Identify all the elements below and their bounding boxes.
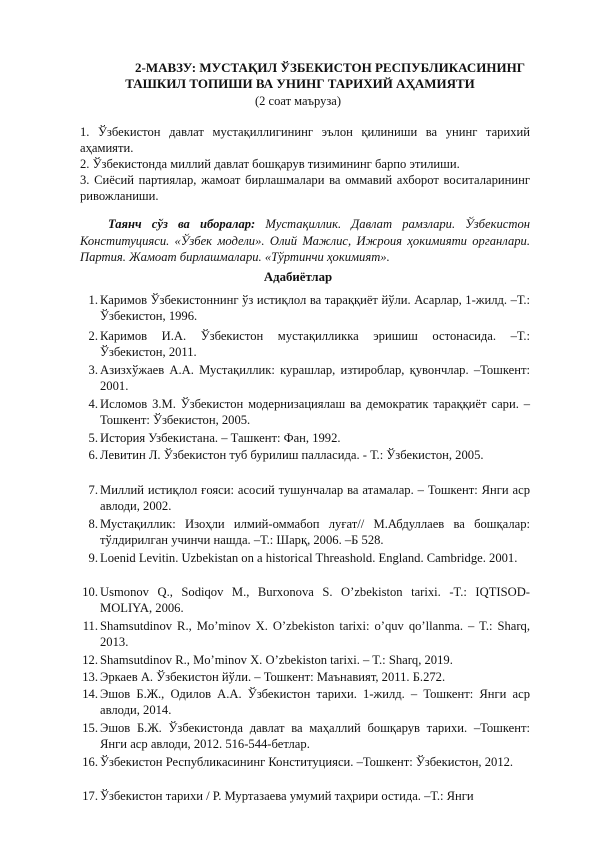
reference-text: Левитин Л. Ўзбекистон туб бурилиш палласида. - Т.: Ўзбекистон, 2005. (100, 448, 484, 462)
reference-text: Мустақиллик: Изоҳли илмий-оммабоп луғат// М.Абдуллаев ва бошқалар: тўлдирилган учинчи нашда. –Т.: Шарқ, 2006. –Б 528. (100, 517, 530, 547)
reference-text: Loenid Levitin. Uzbekistan on a historical Threashold. England. Cambridge. 2001. (100, 551, 518, 565)
reference-text: Ўзбекистон Республикасининг Конституцияси. –Тошкент: Ўзбекистон, 2012. (100, 755, 514, 769)
topic-title-line-1: 2-МАВЗУ: МУСТАҚИЛ ЎЗБЕКИСТОН РЕСПУБЛИКАСИНИНГ (135, 60, 525, 75)
plan-item-2: 2. Ўзбекистонда миллий давлат бошқарув тизимининг барпо этилиши. (80, 157, 460, 171)
keywords-label: Таянч сўз ва иборалар: (108, 217, 256, 231)
plan-item-3: 3. Сиёсий партиялар, жамоат бирлашмалари ва оммавий ахборот воситаларининг ривожланиши. (80, 173, 530, 203)
reference-item (88, 328, 530, 360)
reference-item (88, 447, 530, 463)
keywords-paragraph (80, 216, 530, 266)
reference-item (82, 584, 530, 616)
reference-number: 13. (82, 670, 98, 684)
reference-text: Usmonov Q., Sodiqov M., Burxonova S. O’zbekiston tarixi. -T.: IQTISOD-MOLIYA, 2006. (100, 585, 530, 615)
reference-number: 7. (88, 483, 98, 497)
reference-item (82, 788, 530, 804)
reference-number: 10. (82, 585, 98, 599)
reference-item (82, 686, 530, 718)
reference-number: 17. (82, 789, 98, 803)
reference-item (88, 482, 530, 514)
reference-number: 14. (82, 687, 98, 701)
reference-text: Каримов И.А. Ўзбекистон мустақилликка эришиш остонасида. –Т.: Ўзбекистон, 2011. (100, 329, 530, 359)
reference-number: 6. (88, 448, 98, 462)
references-heading: Адабиётлар (263, 270, 333, 284)
reference-number: 11. (82, 619, 98, 633)
reference-text: Shamsutdinov R., Mo’minov X. O’zbekiston tarixi: o’quv qo’llanma. – T.: Sharq, 2013. (100, 619, 530, 649)
reference-item (82, 652, 530, 668)
reference-number: 3. (88, 363, 98, 377)
reference-item (88, 292, 530, 324)
reference-text: Эшов Б.Ж., Одилов А.А. Ўзбекистон тарихи. 1-жилд. – Тошкент: Янги аср авлоди, 2014. (100, 687, 530, 717)
reference-number: 2. (88, 329, 98, 343)
reference-text: Исломов З.М. Ўзбекистон модернизациялаш ва демократик тараққиёт сари. – Тошкент: Ўзбекистон, 2005. (100, 397, 530, 427)
plan-item-1: 1. Ўзбекистон давлат мустақиллигининг эълон қилиниши ва унинг тарихий аҳамияти. (80, 125, 530, 155)
reference-number: 9. (88, 551, 98, 565)
reference-item (82, 754, 530, 770)
reference-number: 5. (88, 431, 98, 445)
reference-number: 8. (88, 517, 98, 531)
keywords-text: Мустақиллик. Давлат рамзлари. Ўзбекистон Конституцияси. «Ўзбек модели». Олий Мажлис, Ижроия ҳокимияти органлари. Партия. Жамоат бирлашмалари. «Тўртинчи ҳокимият». (80, 217, 530, 264)
reference-number: 1. (88, 293, 98, 307)
reference-item (82, 720, 530, 752)
reference-item (82, 618, 530, 650)
reference-text: Shamsutdinov R., Mo’minov X. O’zbekiston tarixi. – T.: Sharq, 2019. (100, 653, 453, 667)
lecture-hours-subtitle: (2 соат маъруза) (255, 94, 341, 108)
reference-text: Азизхўжаев А.А. Мустақиллик: курашлар, изтироблар, қувончлар. –Тошкент: 2001. (100, 363, 530, 393)
topic-title-line-2: ТАШКИЛ ТОПИШИ ВА УНИНГ ТАРИХИЙ АҲАМИЯТИ (125, 76, 475, 91)
reference-text: Эшов Б.Ж. Ўзбекистонда давлат ва маҳаллий бошқарув тарихи. –Тошкент: Янги аср авлоди, 2012. 516-544-бетлар. (100, 721, 530, 751)
reference-item (88, 430, 530, 446)
reference-number: 12. (82, 653, 98, 667)
reference-text: Миллий истиқлол ғояси: асосий тушунчалар ва атамалар. – Тошкент: Янги аср авлоди, 2002. (100, 483, 530, 513)
reference-number: 16. (82, 755, 98, 769)
reference-item (88, 362, 530, 394)
reference-item (88, 516, 530, 548)
reference-item (82, 669, 530, 685)
reference-text: Ўзбекистон тарихи / Р. Муртазаева умумий таҳрири остида. –Т.: Янги (100, 789, 474, 803)
reference-item (88, 550, 530, 566)
reference-text: История Узбекистана. – Ташкент: Фан, 1992. (100, 431, 341, 445)
reference-number: 4. (88, 397, 98, 411)
reference-text: Каримов Ўзбекистоннинг ўз истиқлол ва тараққиёт йўли. Асарлар, 1-жилд. –Т.: Ўзбекистон, 1996. (100, 293, 530, 323)
reference-number: 15. (82, 721, 98, 735)
reference-text: Эркаев А. Ўзбекистон йўли. – Тошкент: Маънавият, 2011. Б.272. (100, 670, 446, 684)
reference-item (88, 396, 530, 428)
